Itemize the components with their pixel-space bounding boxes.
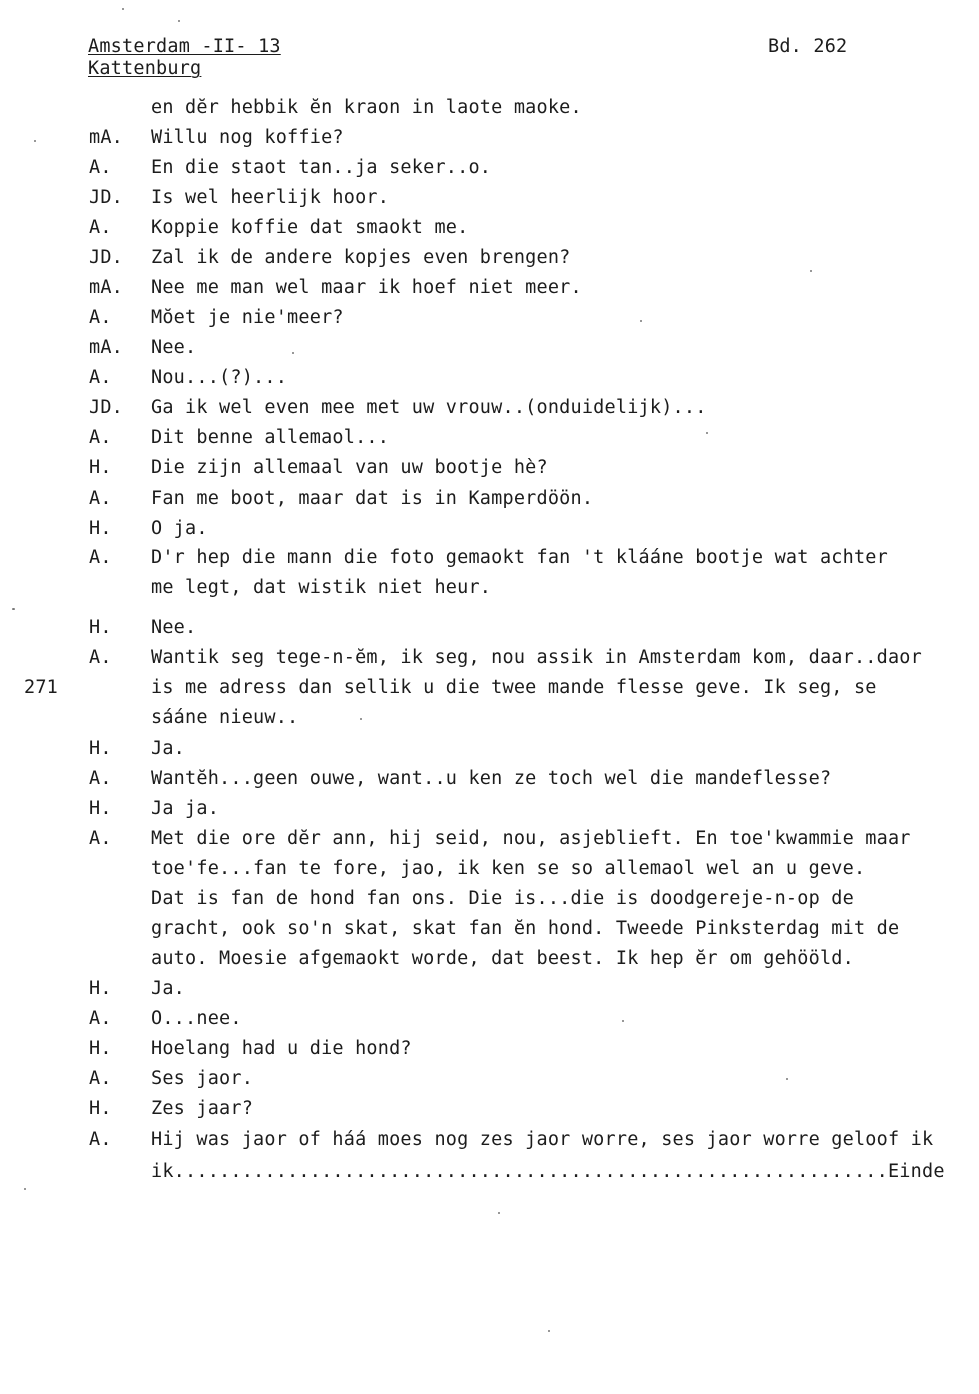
utterance-text: D'r hep die mann die foto gemaokt fan 't klááne bootje wat achter (151, 547, 888, 568)
scan-speck (122, 8, 124, 10)
utterance-text: Is wel heerlijk hoor. (151, 187, 390, 208)
speaker-label: H. (89, 978, 112, 999)
location-subtitle: Kattenburg (88, 58, 202, 79)
scan-speck (548, 1330, 550, 1332)
utterance-text: Ja. (151, 738, 186, 759)
utterance-text: Willu nog koffie? (151, 127, 344, 148)
utterance-text: Nee. (151, 337, 197, 358)
scan-speck (622, 1020, 624, 1022)
utterance-text: O ja. (151, 518, 208, 539)
margin-page-number: 271 (24, 677, 59, 698)
scan-speck (178, 20, 180, 22)
scan-speck (810, 270, 812, 272)
speaker-label: H. (89, 1038, 112, 1059)
speaker-label: A. (89, 547, 112, 568)
scan-speck (640, 320, 642, 322)
speaker-label: H. (89, 738, 112, 759)
utterance-text: O...nee. (151, 1008, 242, 1029)
utterance-text: Met die ore dĕr ann, hij seid, nou, asjeblieft. En toe'kwammie maar (151, 828, 911, 849)
speaker-label: A. (89, 217, 112, 238)
speaker-label: A. (89, 1129, 112, 1150)
utterance-text: Ga ik wel even mee met uw vrouw..(onduidelijk)... (151, 397, 707, 418)
utterance-text: Wantĕh...geen ouwe, want..u ken ze toch wel die mandeflesse? (151, 768, 832, 789)
speaker-label: A. (89, 647, 112, 668)
utterance-text: Ja. (151, 978, 186, 999)
speaker-label: H. (89, 457, 112, 478)
speaker-label: H. (89, 617, 112, 638)
speaker-label: A. (89, 307, 112, 328)
utterance-text: auto. Moesie afgemaokt worde, dat beest. Ik hep ĕr om gehööld. (151, 948, 854, 969)
speaker-label: H. (89, 798, 112, 819)
utterance-text: Nee. (151, 617, 197, 638)
scan-speck (786, 1078, 788, 1080)
utterance-text: Zal ik de andere kopjes even brengen? (151, 247, 571, 268)
utterance-text: Fan me boot, maar dat is in Kamperdöön. (151, 488, 594, 509)
utterance-text: ik...............................................................Einde (151, 1161, 945, 1182)
scan-speck (34, 140, 36, 142)
speaker-label: H. (89, 518, 112, 539)
utterance-text: Hij was jaor of háá moes nog zes jaor worre, ses jaor worre geloof ik (151, 1129, 934, 1150)
utterance-text: is me adress dan sellik u die twee mande flesse geve. Ik seg, se (151, 677, 877, 698)
speaker-label: A. (89, 157, 112, 178)
utterance-text: Mŏet je nie'meer? (151, 307, 344, 328)
speaker-label: JD. (89, 397, 124, 418)
volume-number: Bd. 262 (768, 36, 848, 57)
speaker-label: mA. (89, 337, 124, 358)
speaker-label: A. (89, 1068, 112, 1089)
utterance-text: gracht, ook so'n skat, skat fan ĕn hond. Tweede Pinksterdag mit de (151, 918, 900, 939)
utterance-text: Nou...(?)... (151, 367, 288, 388)
speaker-label: A. (89, 828, 112, 849)
utterance-text: Koppie koffie dat smaokt me. (151, 217, 469, 238)
utterance-text: en dĕr hebbik ĕn kraon in laote maoke. (151, 97, 582, 118)
utterance-text: Wantik seg tege-n-ĕm, ik seg, nou assik in Amsterdam kom, daar..daor (151, 647, 922, 668)
utterance-text: Hoelang had u die hond? (151, 1038, 412, 1059)
utterance-text: Die zijn allemaal van uw bootje hè? (151, 457, 548, 478)
scan-speck (12, 608, 15, 610)
utterance-text: toe'fe...fan te fore, jao, ik ken se so allemaol wel an u geve. (151, 858, 866, 879)
scan-speck (292, 352, 294, 354)
utterance-text: sááne nieuw.. (151, 707, 299, 728)
utterance-text: Ses jaor. (151, 1068, 254, 1089)
speaker-label: mA. (89, 127, 124, 148)
speaker-label: A. (89, 427, 112, 448)
utterance-text: Ja ja. (151, 798, 220, 819)
scan-speck (498, 1212, 500, 1214)
location-title: Amsterdam -II- 13 (88, 36, 281, 57)
speaker-label: JD. (89, 187, 124, 208)
utterance-text: Zes jaar? (151, 1098, 254, 1119)
utterance-text: Dit benne allemaol... (151, 427, 390, 448)
speaker-label: H. (89, 1098, 112, 1119)
speaker-label: mA. (89, 277, 124, 298)
utterance-text: En die staot tan..ja seker..o. (151, 157, 492, 178)
speaker-label: A. (89, 367, 112, 388)
speaker-label: A. (89, 488, 112, 509)
utterance-text: Nee me man wel maar ik hoef niet meer. (151, 277, 582, 298)
scan-speck (706, 432, 708, 434)
scan-speck (360, 718, 362, 720)
speaker-label: JD. (89, 247, 124, 268)
scan-speck (24, 1188, 26, 1190)
speaker-label: A. (89, 768, 112, 789)
speaker-label: A. (89, 1008, 112, 1029)
utterance-text: me legt, dat wistik niet heur. (151, 577, 492, 598)
utterance-text: Dat is fan de hond fan ons. Die is...die is doodgereje-n-op de (151, 888, 854, 909)
